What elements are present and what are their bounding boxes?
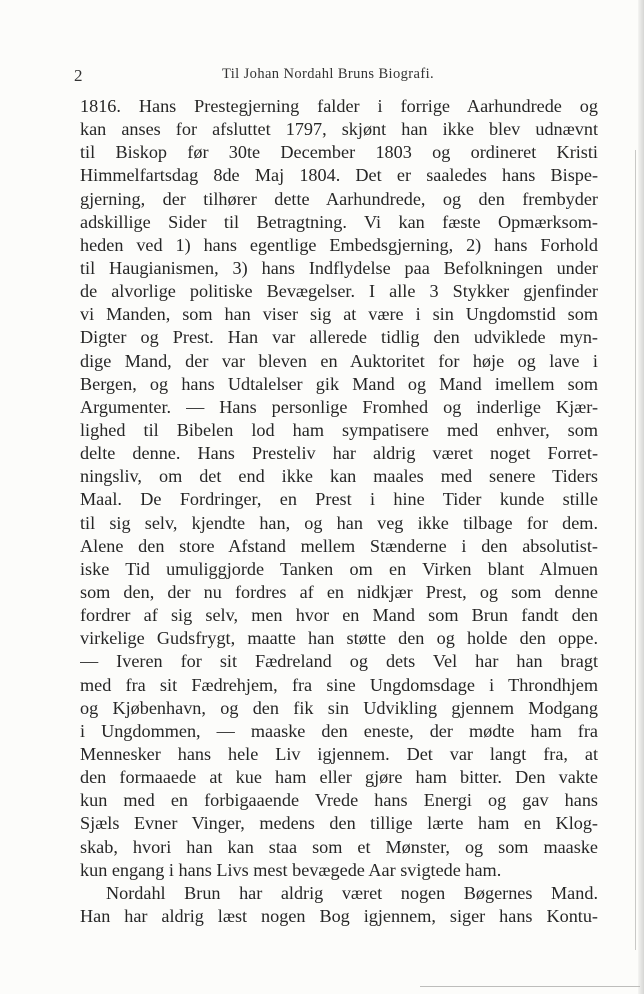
text-line: den formaaede at kue ham eller gjøre ham bitter. Den vakte bbox=[80, 767, 598, 788]
text-line: Maal. De Fordringer, en Prest i hine Tider kunde stille bbox=[80, 489, 598, 510]
text-line: kun engang i hans Livs mest bevægede Aar svigtede ham. bbox=[80, 859, 502, 880]
text-line: adskillige Sider til Betragtning. Vi kan fæste Opmærksom- bbox=[80, 211, 598, 232]
text-line: og Kjøbenhavn, og den fik sin Udvikling gjennem Modgang bbox=[80, 697, 598, 718]
text-line: Han har aldrig læst nogen Bog igjennem, siger hans Kontu- bbox=[80, 905, 598, 926]
text-line: delte denne. Hans Presteliv har aldrig været noget Forret- bbox=[80, 443, 598, 464]
text-line: Mennesker hans hele Liv igjennem. Det var langt fra, at bbox=[80, 743, 598, 764]
text-line: kun med en forbigaaende Vrede hans Energi og gav hans bbox=[80, 790, 598, 811]
text-line: iske Tid umuliggjorde Tanken om en Virken blant Almuen bbox=[80, 558, 598, 579]
page-edge-shadow bbox=[638, 0, 644, 994]
text-line: dige Mand, der var bleven en Auktoritet for høje og lave i bbox=[80, 350, 598, 371]
text-line: Argumenter. — Hans personlige Fromhed og inderlige Kjær- bbox=[80, 396, 598, 417]
text-line: som den, der nu fordres af en nidkjær Prest, og som denne bbox=[80, 581, 598, 602]
page-bottom-mark bbox=[420, 986, 640, 987]
text-line: heden ved 1) hans egentlige Embedsgjerning, 2) hans Forhold bbox=[80, 234, 598, 255]
text-line: til sig selv, kjendte han, og han veg ikke tilbage for dem. bbox=[80, 512, 598, 533]
body-text bbox=[80, 95, 598, 928]
text-line: lighed til Bibelen lod ham sympatisere med enhver, som bbox=[80, 419, 598, 440]
page-number: 2 bbox=[74, 66, 83, 85]
text-line: til Haugianismen, 3) hans Indflydelse paa Befolkningen under bbox=[80, 257, 598, 278]
running-title: Til Johan Nordahl Bruns Biografi. bbox=[222, 66, 435, 82]
text-line: Sjæls Evner Vinger, medens den tillige lærte ham en Klog- bbox=[80, 813, 598, 834]
text-line: Digter og Prest. Han var allerede tidlig den udviklede myn- bbox=[80, 327, 598, 348]
text-line: Bergen, og hans Udtalelser gik Mand og Mand imellem som bbox=[80, 373, 598, 394]
text-line: Himmelfartsdag 8de Maj 1804. Det er saaledes hans Bispe- bbox=[80, 165, 598, 186]
text-line: i Ungdommen, — maaske den eneste, der mødte ham fra bbox=[80, 720, 598, 741]
text-line: kan anses for afsluttet 1797, skjønt han ikke blev udnævnt bbox=[80, 119, 598, 140]
text-line: skab, hvori han kan staa som et Mønster, og som maaske bbox=[80, 836, 598, 857]
text-line: Alene den store Afstand mellem Stænderne i den absolutist- bbox=[80, 535, 598, 556]
text-line: gjerning, der tilhører dette Aarhundrede, og den frembyder bbox=[80, 188, 598, 209]
text-line: til Biskop før 30te December 1803 og ordineret Kristi bbox=[80, 142, 598, 163]
text-line: 1816. Hans Prestegjerning falder i forrige Aarhundrede og bbox=[80, 96, 598, 116]
page-edge-line bbox=[635, 150, 636, 950]
text-line: Nordahl Brun har aldrig været nogen Bøgernes Mand. bbox=[106, 882, 598, 903]
text-line: fordrer af sig selv, men hvor en Mand som Brun fandt den bbox=[80, 605, 598, 626]
page-header bbox=[74, 64, 594, 86]
text-line: ningsliv, om det end ikke kan maales med senere Tiders bbox=[80, 466, 598, 487]
text-line: med fra sit Fædrehjem, fra sine Ungdomsdage i Throndhjem bbox=[80, 674, 598, 695]
text-line: de alvorlige politiske Bevægelser. I alle 3 Stykker gjenfinder bbox=[80, 281, 598, 302]
text-line: vi Manden, som han viser sig at være i sin Ungdomstid som bbox=[80, 304, 598, 325]
text-line: virkelige Gudsfrygt, maatte han støtte den og holde den oppe. bbox=[80, 628, 598, 649]
text-line: — Iveren for sit Fædreland og dets Vel har han bragt bbox=[80, 651, 598, 672]
